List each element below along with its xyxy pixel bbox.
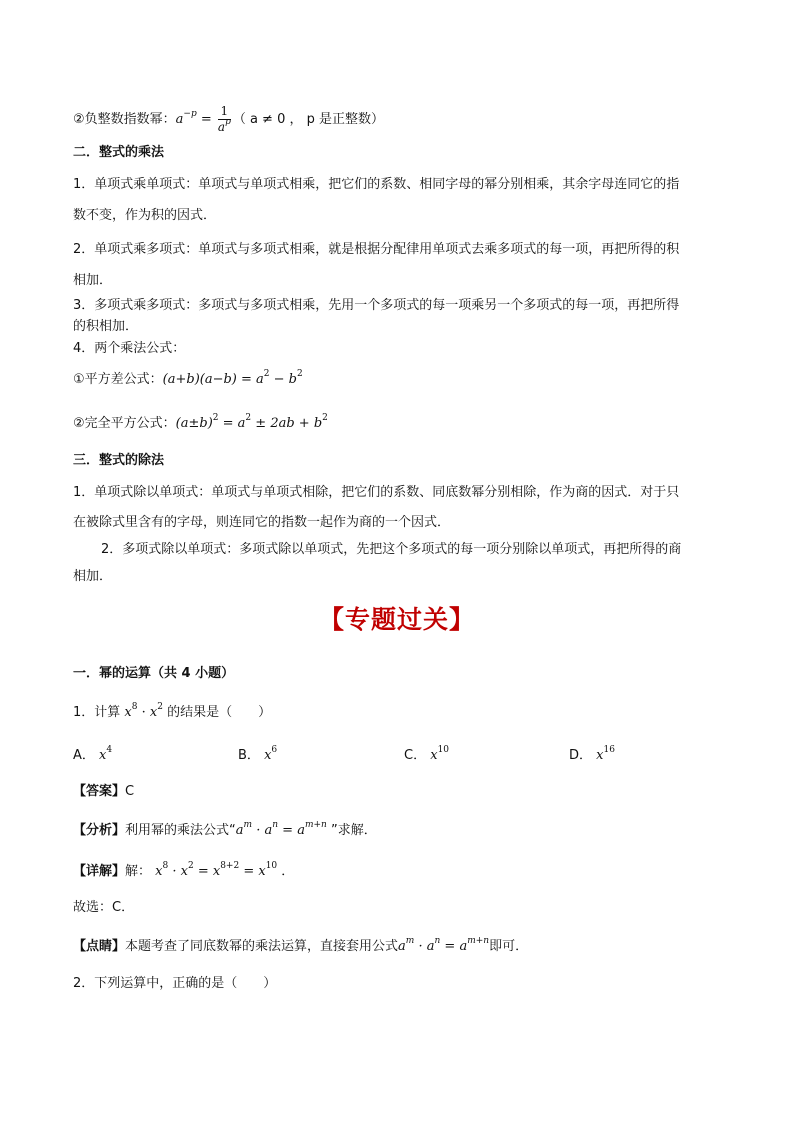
option-b	[238, 746, 277, 766]
math-var: a	[175, 112, 184, 127]
math-sup: p	[225, 117, 231, 127]
condition-text: （ a ≠ 0 ， p 是正整数）	[232, 112, 385, 127]
analysis-line	[73, 821, 377, 841]
math-sup: m	[405, 936, 415, 946]
section-title: 【专题过关】	[318, 605, 475, 634]
text: 即可．	[489, 939, 529, 954]
option-label: D．	[569, 748, 597, 763]
answer-tag: 【答案】	[73, 784, 126, 799]
formula-math: (a±b)	[175, 416, 213, 431]
math-sup: 2	[212, 413, 219, 423]
math-sup: −p	[183, 109, 197, 119]
question-group-title: 一．幂的运算（共 4 小题）	[73, 666, 235, 681]
formula-math: − b	[269, 372, 297, 387]
math-var: x	[596, 748, 604, 763]
paragraph-1a: 1．单项式乘单项式：单项式与单项式相乘，把它们的系数、相同字母的幂分别相乘，其余字母连同它的指	[73, 177, 680, 192]
division-paragraph-2a: 2．多项式除以单项式：多项式除以单项式，先把这个多项式的每一项分别除以单项式，再把所得的商	[101, 542, 682, 557]
question-2: 2．下列运算中，正确的是（ ）	[73, 976, 277, 991]
math-sup: 10	[437, 745, 450, 755]
math-sup: m+n	[467, 936, 490, 946]
text: ．	[277, 864, 295, 879]
option-d	[569, 746, 615, 766]
choice-line: 故选：C．	[73, 900, 135, 915]
heading-multiplication: 二．整式的乘法	[73, 145, 165, 160]
math-var: = x	[193, 864, 221, 879]
math-sup: n	[272, 820, 279, 830]
math-sup: 10	[265, 861, 278, 871]
math-sup: 2	[322, 413, 328, 423]
question-1	[73, 703, 271, 723]
math-sup: 2	[263, 369, 270, 379]
math-var: · x	[168, 864, 188, 879]
math-var: x	[155, 864, 163, 879]
math-var: a	[398, 939, 406, 954]
option-label: B．	[238, 748, 265, 763]
paragraph-1b: 数不变，作为积的因式．	[73, 208, 217, 223]
math-var: = x	[239, 864, 266, 879]
math-op: ·	[137, 705, 150, 720]
paragraph-3b: 的积相加．	[73, 319, 139, 334]
text: ”求解．	[326, 823, 377, 838]
math-var: x	[99, 748, 107, 763]
formula-math: ± 2ab + b	[251, 416, 323, 431]
negative-exponent-line	[73, 104, 384, 135]
text: 的结果是（ ）	[162, 705, 272, 720]
fraction-numerator: 1	[218, 104, 231, 120]
division-paragraph-1b: 在被除式里含有的字母，则连同它的指数一起作为商的一个因式．	[73, 515, 451, 530]
detail-line	[73, 862, 294, 882]
math-sup: 8	[131, 702, 138, 712]
division-paragraph-1a: 1．单项式除以单项式：单项式与单项式相除，把它们的系数、同底数幂分别相除，作为商的因式．对于只	[73, 485, 680, 500]
formula-perfect-square	[73, 414, 328, 434]
option-label: A．	[73, 748, 100, 763]
option-label: C．	[404, 748, 431, 763]
math-var: x	[149, 705, 158, 720]
text: 利用幂的乘法公式“	[125, 823, 236, 838]
math-sup: 8+2	[220, 861, 240, 871]
math-var: · a	[252, 823, 273, 838]
fraction-denominator	[217, 117, 231, 135]
heading-division: 三．整式的除法	[73, 453, 165, 468]
formula-math: = a	[218, 416, 246, 431]
math-sup: n	[434, 936, 441, 946]
text: 本题考查了同底数幂的乘法运算，直接套用公式	[125, 939, 399, 954]
math-sup: 2	[187, 861, 194, 871]
paragraph-4: 4．两个乘法公式：	[73, 341, 186, 356]
option-c	[404, 746, 449, 766]
answer-value: C	[125, 784, 135, 799]
math-op: =	[196, 112, 216, 127]
math-sup: 4	[106, 745, 113, 755]
text: 1．计算	[73, 705, 125, 720]
detail-tag: 【详解】	[73, 864, 126, 879]
paragraph-2b: 相加．	[73, 273, 113, 288]
formula-label: ①平方差公式：	[73, 372, 163, 387]
formula-math: (a+b)(a−b) = a	[162, 372, 264, 387]
analysis-tag: 【分析】	[73, 823, 126, 838]
paragraph-3a: 3．多项式乘多项式：多项式与多项式相乘，先用一个多项式的每一项乘另一个多项式的每一项，再把所得	[73, 298, 680, 313]
math-var: = a	[440, 939, 468, 954]
math-var: x	[264, 748, 272, 763]
math-sup: 8	[162, 861, 169, 871]
option-a	[73, 746, 112, 766]
text: 解：	[125, 864, 156, 879]
division-paragraph-2b: 相加．	[73, 569, 113, 584]
math-sup: 2	[157, 702, 163, 712]
math-sup: 6	[271, 745, 278, 755]
math-var: a	[235, 823, 244, 838]
math-var: x	[124, 705, 132, 720]
formula-label: ②完全平方公式：	[73, 416, 176, 431]
math-sup: m+n	[304, 820, 327, 830]
comment-line	[73, 937, 528, 957]
paragraph-2a: 2．单项式乘多项式：单项式与多项式相乘，就是根据分配律用单项式去乘多项式的每一项，再把所得的积	[73, 242, 680, 257]
math-var: a	[217, 120, 226, 134]
math-sup: m	[243, 820, 253, 830]
math-var: x	[430, 748, 438, 763]
fraction	[218, 104, 231, 135]
answer-line	[73, 782, 134, 802]
math-var: = a	[278, 823, 305, 838]
math-sup: 2	[297, 369, 303, 379]
math-sup: 2	[245, 413, 252, 423]
math-var: · a	[414, 939, 435, 954]
comment-tag: 【点睛】	[73, 939, 126, 954]
text: ②负整数指数幂：	[73, 112, 176, 127]
math-sup: 16	[603, 745, 615, 755]
formula-difference-of-squares	[73, 370, 303, 390]
